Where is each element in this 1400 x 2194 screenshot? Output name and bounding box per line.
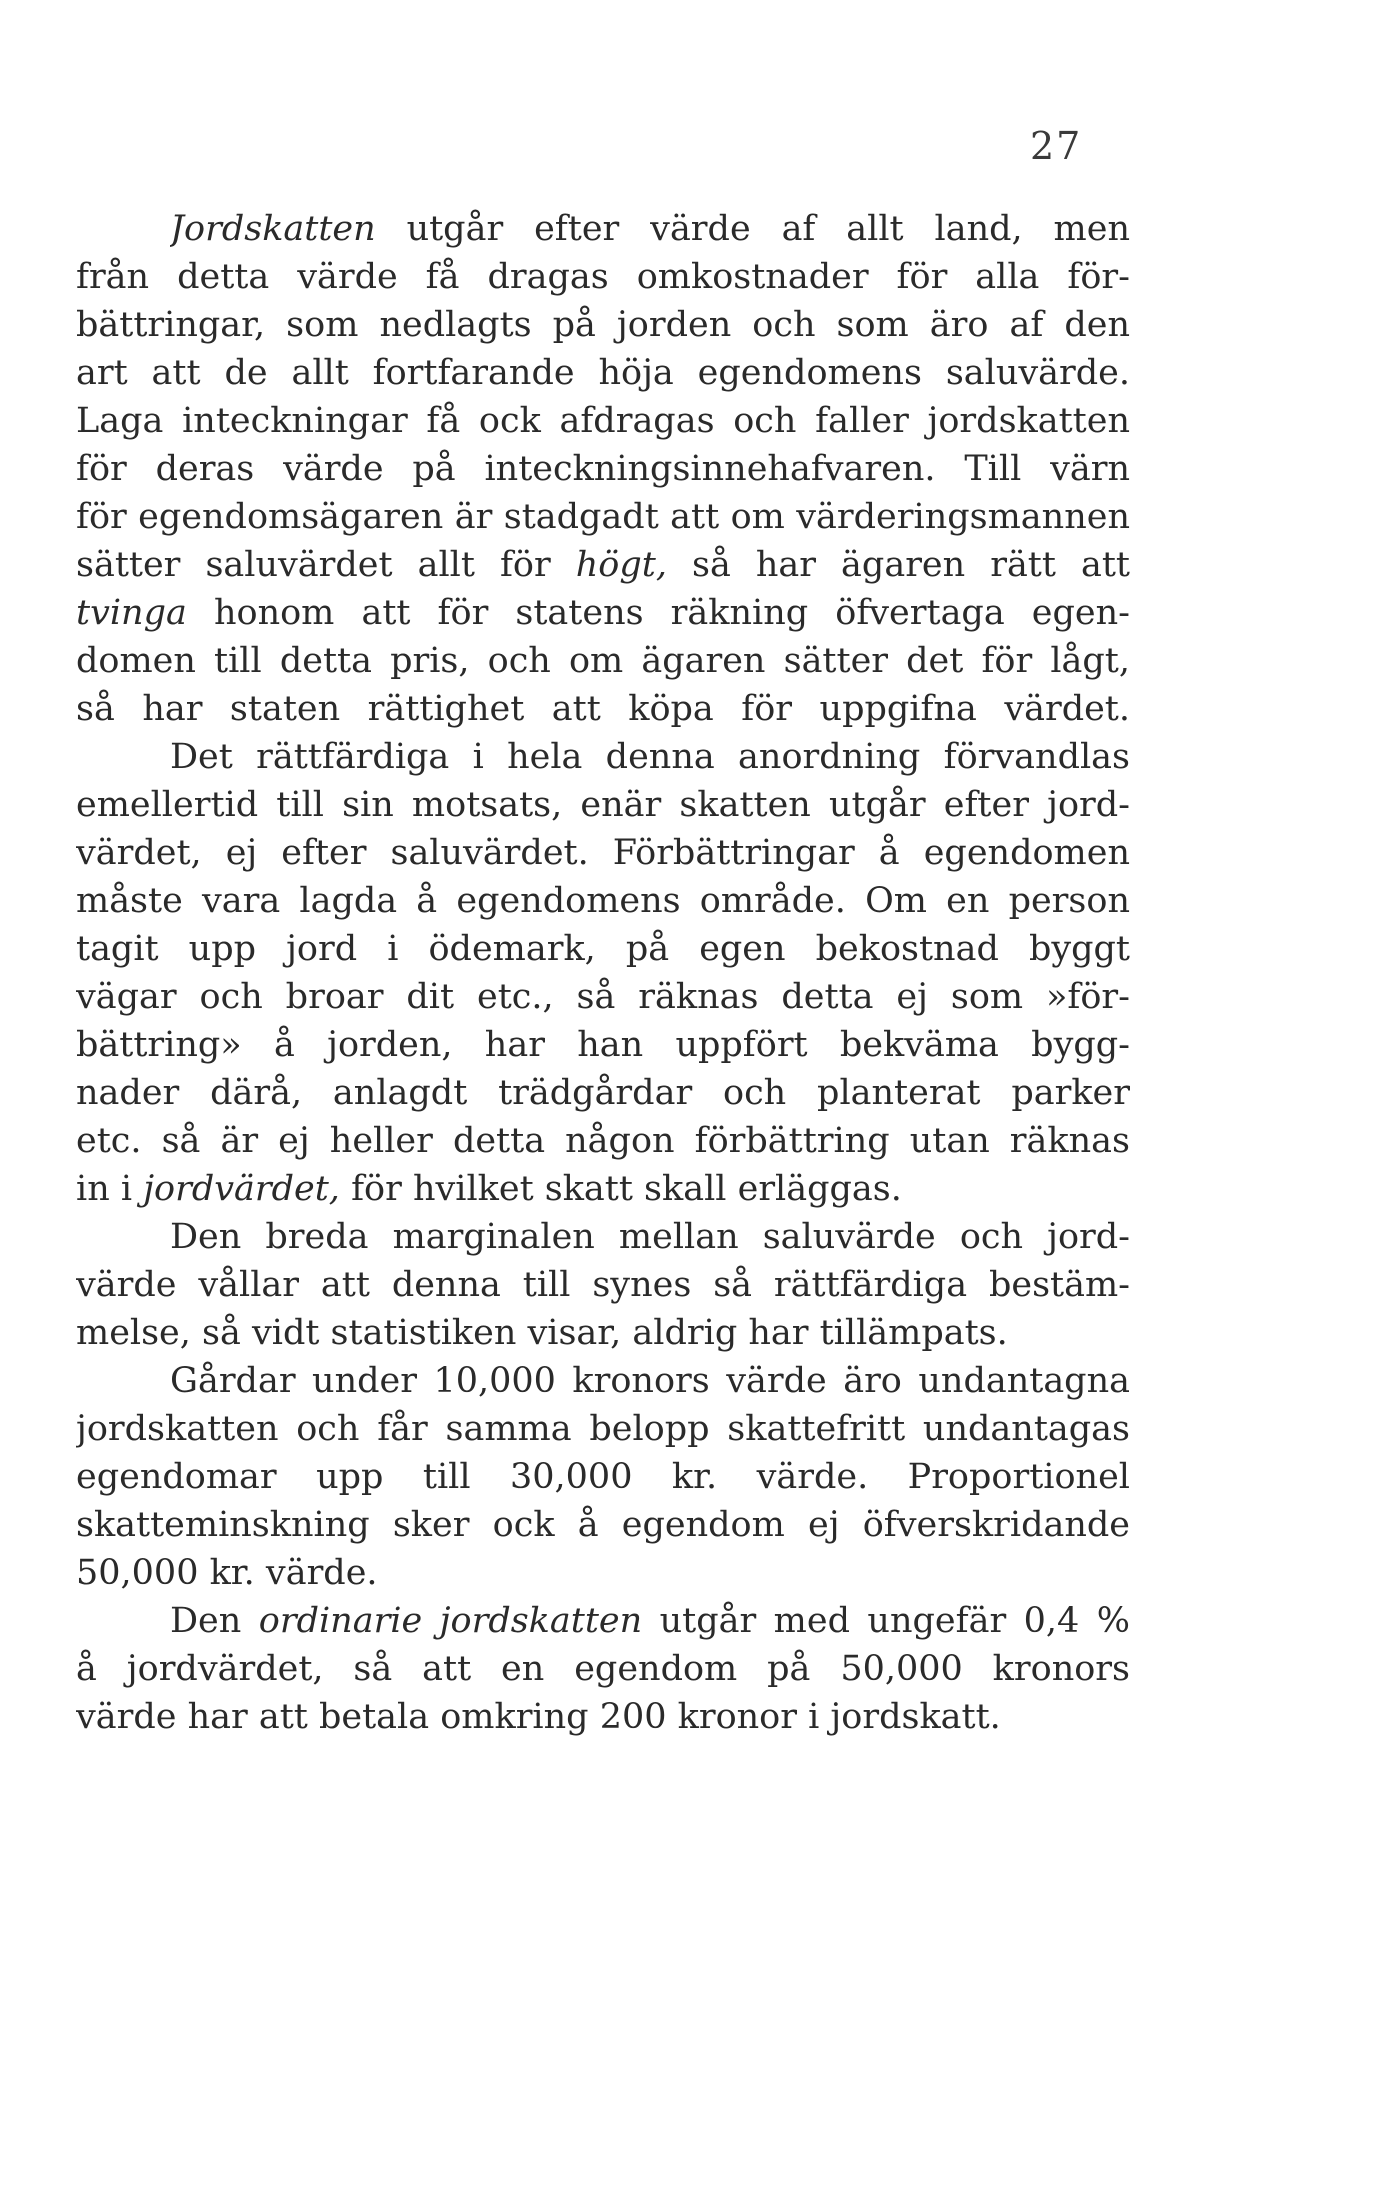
text-run: så har staten rättighet att köpa för uppgifna värdet. xyxy=(76,689,1130,729)
text-line xyxy=(76,1549,1130,1597)
text-run: Det rättfärdiga i hela denna anordning förvandlas xyxy=(170,737,1130,777)
text-line xyxy=(76,1117,1130,1165)
text-line xyxy=(170,1597,1130,1645)
text-run: från detta värde få dragas omkostnader för alla för- xyxy=(76,257,1130,297)
text-line xyxy=(76,1021,1130,1069)
text-run: sätter saluvärdet allt för xyxy=(76,545,576,585)
text-run: honom att för statens räkning öfvertaga egen- xyxy=(186,593,1130,633)
emphasized-text: jordvärdet, xyxy=(143,1169,340,1209)
text-run: måste vara lagda å egendomens område. Om en person xyxy=(76,881,1130,921)
emphasized-text: ordinarie jordskatten xyxy=(258,1601,643,1641)
page-number: 27 xyxy=(1030,124,1083,168)
text-line xyxy=(76,1405,1130,1453)
text-run: Den breda marginalen mellan saluvärde och jord- xyxy=(170,1217,1130,1257)
text-line xyxy=(76,925,1130,973)
text-run: emellertid till sin motsats, enär skatten utgår efter jord- xyxy=(76,785,1130,825)
text-line xyxy=(76,1261,1130,1309)
text-line xyxy=(76,973,1130,1021)
text-line xyxy=(76,1501,1130,1549)
text-run: Den xyxy=(170,1601,259,1641)
text-run: in i xyxy=(76,1169,144,1209)
text-line xyxy=(76,445,1130,493)
text-run: utgår med ungefär 0,4 % xyxy=(642,1601,1130,1641)
text-line xyxy=(76,589,1130,637)
text-run: bättring» å jorden, har han uppfört bekväma bygg- xyxy=(76,1025,1130,1065)
text-run: så har ägaren rätt att xyxy=(666,545,1130,585)
emphasized-text: högt, xyxy=(575,545,667,585)
text-line xyxy=(76,637,1130,685)
text-run: vägar och broar dit etc., så räknas detta ej som »för- xyxy=(76,977,1130,1017)
text-line xyxy=(76,685,1130,733)
text-run: å jordvärdet, så att en egendom på 50,000 kronors xyxy=(76,1649,1130,1689)
text-line xyxy=(76,493,1130,541)
text-run: bättringar, som nedlagts på jorden och som äro af den xyxy=(76,305,1130,345)
text-line xyxy=(76,349,1130,397)
emphasized-text: tvinga xyxy=(76,593,187,633)
text-run: 50,000 kr. värde. xyxy=(76,1553,378,1593)
text-run: för egendomsägaren är stadgadt att om värderingsmannen xyxy=(76,497,1130,537)
text-run: tagit upp jord i ödemark, på egen bekostnad byggt xyxy=(76,929,1130,969)
text-run: Gårdar under 10,000 kronors värde äro undantagna xyxy=(170,1361,1130,1401)
text-line xyxy=(76,1069,1130,1117)
text-run: art att de allt fortfarande höja egendomens saluvärde. xyxy=(76,353,1130,393)
text-run: utgår efter värde af allt land, men xyxy=(375,209,1130,249)
text-run: nader därå, anlagdt trädgårdar och planterat parker xyxy=(76,1073,1130,1113)
text-line xyxy=(76,877,1130,925)
text-line xyxy=(76,541,1130,589)
text-run: värde vållar att denna till synes så rättfärdiga bestäm- xyxy=(76,1265,1130,1305)
text-line xyxy=(76,397,1130,445)
text-run: för hvilket skatt skall erläggas. xyxy=(339,1169,902,1209)
text-run: egendomar upp till 30,000 kr. värde. Proportionel xyxy=(76,1457,1130,1497)
emphasized-text: Jordskatten xyxy=(170,209,376,249)
text-line xyxy=(76,1309,1130,1357)
text-run: domen till detta pris, och om ägaren sätter det för lågt, xyxy=(76,641,1130,681)
text-run: värdet, ej efter saluvärdet. Förbättringar å egendomen xyxy=(76,833,1130,873)
text-run: melse, så vidt statistiken visar, aldrig har tillämpats. xyxy=(76,1313,1008,1353)
text-line xyxy=(76,1165,1130,1213)
text-line xyxy=(170,205,1130,253)
text-line xyxy=(76,781,1130,829)
text-run: värde har att betala omkring 200 kronor i jordskatt. xyxy=(76,1697,1001,1737)
text-run: etc. så är ej heller detta någon förbättring utan räknas xyxy=(76,1121,1130,1161)
text-line xyxy=(170,1213,1130,1261)
text-line xyxy=(76,1693,1130,1741)
text-run: skatteminskning sker ock å egendom ej öfverskridande xyxy=(76,1505,1130,1545)
text-line xyxy=(170,733,1130,781)
text-run: för deras värde på inteckningsinnehafvaren. Till värn xyxy=(76,449,1130,489)
text-line xyxy=(76,253,1130,301)
text-line xyxy=(170,1357,1130,1405)
text-line xyxy=(76,829,1130,877)
text-line xyxy=(76,301,1130,349)
text-line xyxy=(76,1453,1130,1501)
text-run: jordskatten och får samma belopp skattefritt undantagas xyxy=(76,1409,1130,1449)
text-line xyxy=(76,1645,1130,1693)
text-run: Laga inteckningar få ock afdragas och faller jordskatten xyxy=(76,401,1130,441)
